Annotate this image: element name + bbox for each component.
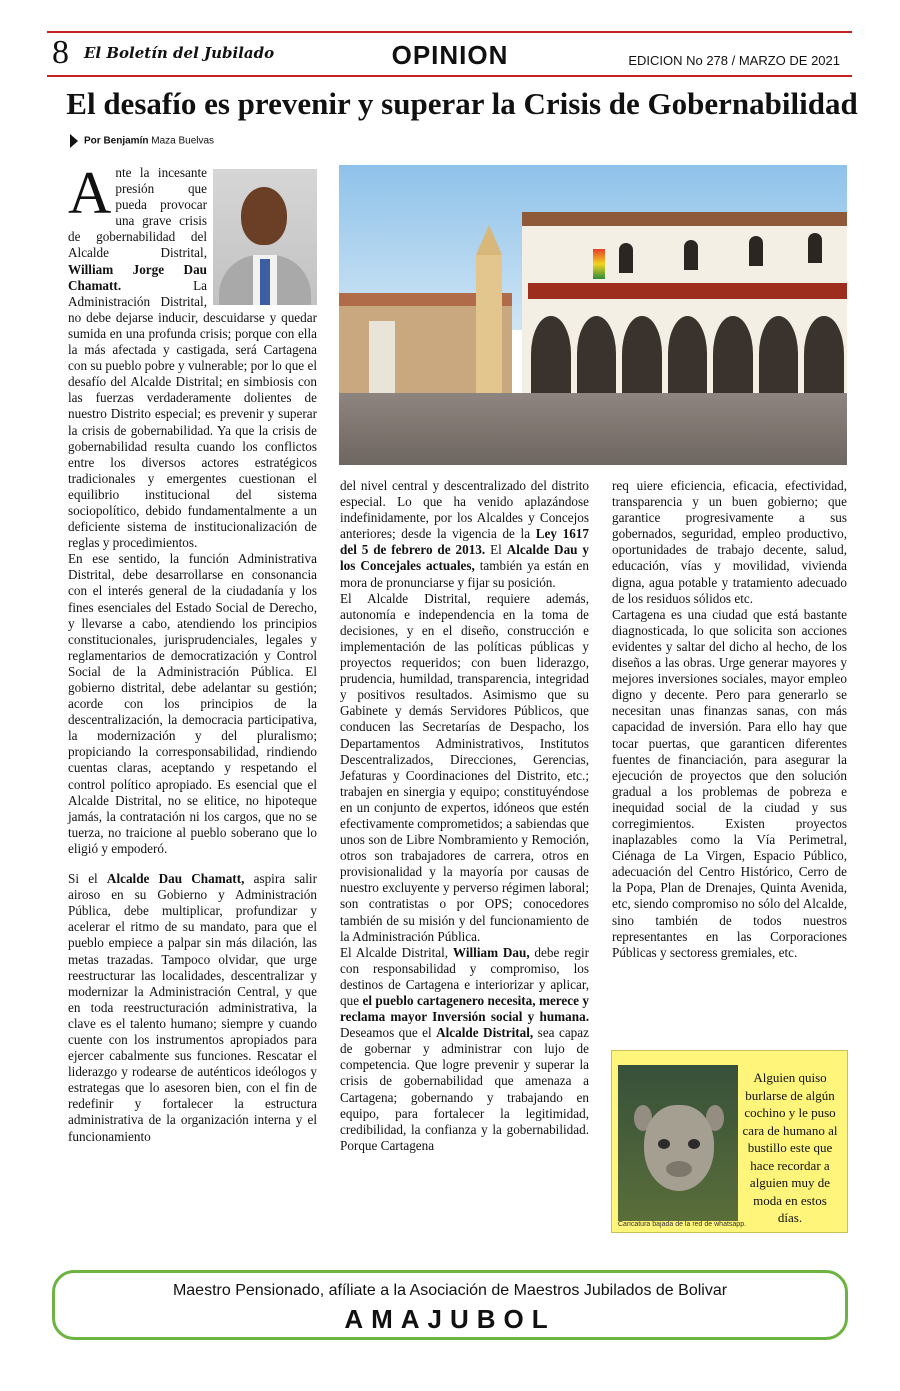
edition-info: EDICION No 278 / MARZO DE 2021 [628, 53, 840, 68]
dropcap: A [68, 160, 112, 226]
photo-spire [476, 225, 502, 255]
caricature-image [618, 1065, 738, 1221]
photo-window [808, 233, 822, 263]
photo-window [684, 240, 698, 270]
photo-arch [804, 316, 844, 393]
bold-run: William Dau, [452, 944, 530, 960]
bold-run: Alcalde Dau Chamatt, [106, 871, 245, 887]
caricature-box [611, 1050, 848, 1233]
article-photo-plaza [339, 165, 847, 465]
caricature-eye [688, 1139, 700, 1149]
text-run: Si el [68, 871, 107, 887]
author-portrait [213, 169, 317, 305]
photo-arch [713, 316, 753, 393]
caricature-face [644, 1105, 714, 1191]
paragraph: req uiere eficiencia, eficacia, efectividad, transparencia y un buen gobierno; que garantice progresivamente a sus gobernados, seguridad, empleo productivo, oportunidades de trabajo decente, salud, educación, vías y movilidad, vivienda digna, agua potable y tratamiento adecuado de los residuos sólidos etc. [612, 478, 847, 606]
photo-arch [668, 316, 708, 393]
paragraph: Cartagena es una ciudad que está bastante diagnosticada, lo que solicita son acciones evidentes y saltar del dicho al hecho, de los diseños a las obras. Urge generar mayores y mejores inversiones sociales, mayor empleo digno y decente. Pero para generarlo se necesitan unas finanzas sanas, con más capacidad de inversión. Para ello hay que tocar puertas, que garanticen diferentes fuentes de financiación, para asegurar la ejecución de proyectos que den solución gradual a los problemas de pobreza e inequidad social de la ciudad y sus corregimientos. Existen proyectos inaplazables como la Vía Perimetral, Ciénaga de La Virgen, Espacio Público, adecuación del Centro Histórico, Cerro de la Popa, Plan de Drenajes, Quinta Avenida, etc, siendo compromiso no sólo del Alcalde, sino también de todos nuestros representantes en las Corporaciones Públicas y sectoress gremiales, etc. [612, 606, 847, 960]
text-run: El [485, 542, 507, 558]
photo-arch [531, 316, 571, 393]
photo-window [619, 243, 633, 273]
banner-line-2: AMAJUBOL [344, 1304, 556, 1334]
banner-line-1: Maestro Pensionado, afíliate a la Asociación de Maestros Jubilados de Bolivar [172, 1282, 728, 1299]
caricature-caption: Caricatura bajada de la red de whatsapp. [618, 1221, 747, 1228]
article-title: El desafío es prevenir y superar la Crisis de Gobernabilidad [66, 86, 858, 121]
text-run: aspira salir airoso en su Gobierno y Administración Pública, debe multiplicar, profundizar y acelerar el ritmo de su mandato, para que el pueblo empiece a palpar sin más dilación, las metas trazadas. Tampoco olvidar, que urge reestructurar las localidades, descentralizar y modernizar la Administración Central, y que en toda reestructuración administrativa, la clave es el talento humano; siempre y cuando cuente con los instrumentos apropiados para ejercer cabalmente sus funciones. Rescatar el liderazgo y rodearse de auténticos ideólogos y estrategas que lo asesoren bien, con el fin de redefinir y fortalecer la estructura administrativa de la organización interna y el funcionamiento [68, 871, 317, 1144]
photo-flag [593, 249, 605, 279]
portrait-face [241, 187, 287, 245]
paragraph [340, 945, 589, 1154]
bold-run: Ley 1617 del 5 de febrero de 2013. [340, 526, 589, 558]
text-run: nte la incesante presión que pueda provocar una grave crisis de gobernabilidad del Alcalde Distrital, [68, 165, 207, 261]
photo-monument [369, 321, 394, 399]
photo-arch [577, 316, 617, 393]
text-run: La Administración Distrital, no debe dejarse inducir, descuidarse y quedar sumida en una profunda crisis; porque con ella la más afectada y castigada, será Cartagena con su pueblo pobre y vulnerable; por lo que el desafío del Alcalde Distrital; en simbiosis con las fuerzas verdaderamente dolientes de nuestro Distrito especial; es prevenir y superar la crisis de gobernabilidad. Ya que la crisis de gobernabilidad resulta cuando los conflictos entre los diversos actores estratégicos tradicionales y emergentes cuestionan el equilibrio institucional del sistema sociopolítico, debido fundamentalmente a un deficiente sistema de institucionalización de reglas y procedimientos. [68, 277, 317, 551]
photo-roof [522, 212, 847, 226]
bold-run: Alcalde Dau y los Concejales actuales, [340, 542, 589, 574]
photo-building-right [522, 219, 847, 393]
article-column-2 [340, 478, 589, 1154]
text-run: debe regir con responsabilidad y compromiso, los destinos de Cartagena e interiorizar y aplicar, que [340, 944, 589, 1008]
caricature-eye [658, 1139, 670, 1149]
text-run: también ya están en mora de pronunciarse y fijar su posición. [340, 558, 589, 590]
photo-arch [759, 316, 799, 393]
publication-name: El Boletín del Jubilado [84, 44, 275, 62]
header-top-rule [47, 31, 852, 33]
byline-author: Maza Buelvas [151, 135, 215, 147]
caricature-text: Alguien quiso burlarse de algún cochino y le puso cara de humano al bustillo este que hace recordar a alguien muy de moda en estos días. [742, 1070, 838, 1225]
paragraph: En ese sentido, la función Administrativa Distrital, debe desarrollarse en consonancia con el interés general de la ciudadanía y los fines esenciales del Estado Social de Derecho, y llevarse a cabo, atendiendo los principios constitucionales, jurisprudenciales, legales y reglamentarios de democratización y Control Social de la Administración Pública. El gobierno distrital, debe adelantar su gestión; acorde con los principios de la descentralización, la democracia participativa, la modernización y del pluralismo; propiciando la corresponsabilidad, rindiendo cuentas claras, aceptando y respetando el control político apropiado. Es esencial que el Alcalde Distrital, no se elitice, no hipoteque jamás, la contratación ni los cargos, que no se tuerza, no traicione al pueblo soberano que lo eligió y empoderó. [68, 551, 317, 856]
bold-run: el pueblo cartagenero necesita, merece y reclama mayor Inversión social y humana. [340, 993, 589, 1025]
portrait-tie [260, 259, 270, 305]
triangle-icon [70, 134, 78, 148]
text-run: del nivel central y descentralizado del distrito especial. Lo que ha venido aplazándose indefinidamente, por los Alcaldes y Concejos anteriores; desde la vigencia de la [340, 478, 589, 542]
text-run: sea capaz de gobernar y administrar con lujo de competencia. Que logre prevenir y superar la crisis de gobernabilidad que amenaza a Cartagena; gobernando y trabajando en equipo, para fortalecer la legitimidad, credibilidad, la confianza y la gobernabilidad. Porque Cartagena [340, 1025, 589, 1153]
paragraph [68, 871, 317, 1145]
bold-run: William Jorge Dau Chamatt. [68, 261, 207, 293]
page-number: 8 [52, 34, 69, 71]
text-run: El Alcalde Distrital, [340, 944, 453, 960]
paragraph [340, 478, 589, 591]
photo-balcony [528, 283, 847, 299]
caricature-snout [666, 1161, 692, 1177]
article-column-1 [68, 160, 317, 1250]
byline [70, 134, 214, 148]
footer-banner [52, 1270, 848, 1340]
article-column-3 [612, 478, 847, 961]
photo-plaza-ground [339, 393, 847, 465]
text-run: Deseamos que el [340, 1025, 437, 1041]
section-label: OPINION [391, 40, 509, 70]
photo-arcade [528, 316, 847, 393]
byline-prefix: Por Benjamín [84, 135, 149, 147]
bold-run: Alcalde Distrital, [436, 1025, 534, 1041]
photo-clock-tower [476, 255, 501, 393]
photo-window [749, 236, 763, 266]
header-bottom-rule [47, 75, 852, 77]
photo-arch [622, 316, 662, 393]
paragraph: El Alcalde Distrital, requiere además, autonomía e independencia en la toma de decisiones, y en el diseño, construcción e implementación de las políticas públicas y proyectos requeridos; con buen liderazgo, prudencia, humildad, transparencia, integridad y positivos resultados. Asimismo que su Gabinete y demás Servidores Públicos, que conducen las Secretarías de Despacho, los Departamentos Administrativos, Institutos Descentralizados, Direcciones, Gerencias, Jefaturas y Coordinaciones del Distrito, etc.; trabajen en sinergia y equipo; constituyéndose en un conjunto de expertos, idóneos que estén efectivamente comprometidos; a sabiendas que unos son de Libre Nombramiento y Remoción, otros son trabajadores de carrera, otros en provisionalidad y la mayoría por causas de nuestro excluyente y perverso régimen laboral; son contratistas o por OPS; conocedores también de su misión y del funcionamiento de la Administración Pública. [340, 590, 590, 944]
